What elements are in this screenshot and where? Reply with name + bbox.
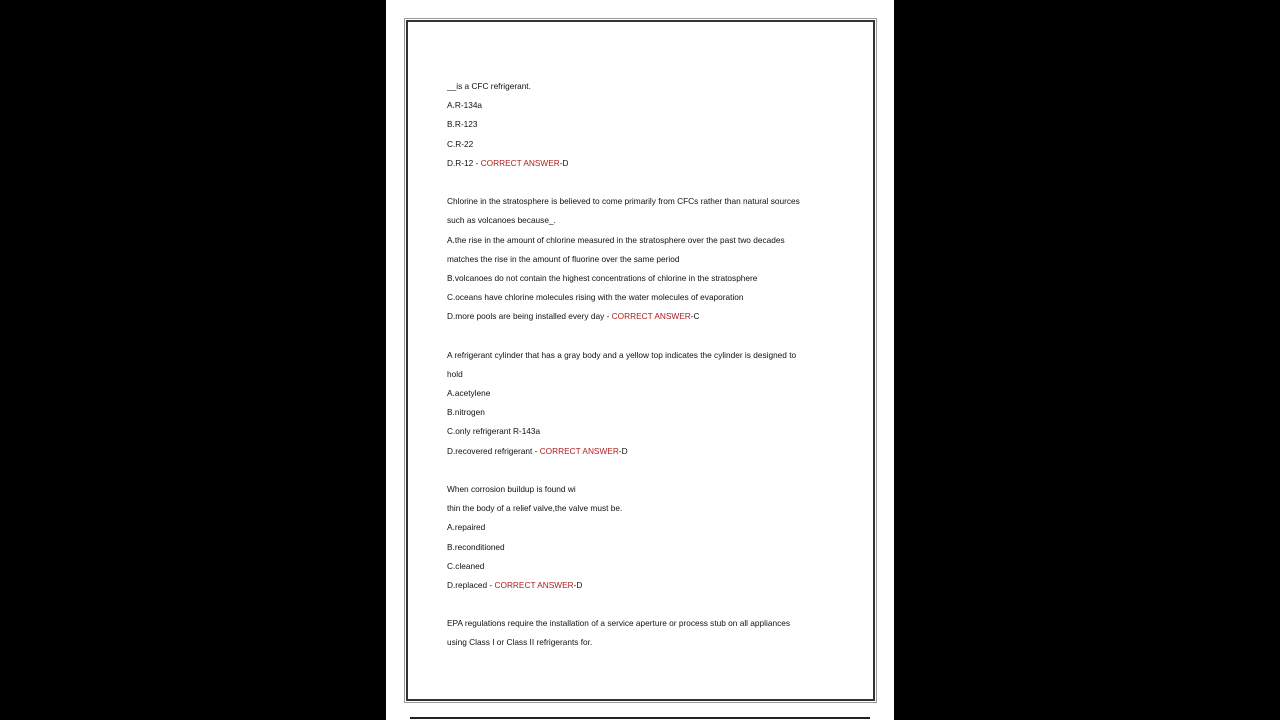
option-a: A.acetylene [447,388,491,398]
question-2 [447,192,827,326]
option-b: B.R-123 [447,119,478,130]
option-c: C.only refrigerant R-143a [447,426,541,437]
question-stem: thin the body of a relief valve,the valve must be. [447,503,623,514]
option-c: C.R-22 [447,138,474,149]
question-stem: using Class I or Class II refrigerants for. [447,637,593,648]
question-3 [447,346,827,461]
question-stem: __is a CFC refrigerant. [447,81,531,91]
option-d [447,576,827,595]
question-stem: Chlorine in the stratosphere is believed to come primarily from CFCs rather than natural sources [447,196,800,207]
question-5 [447,614,827,652]
correct-answer-label: CORRECT ANSWER [611,311,691,322]
option-a: A.repaired [447,522,486,533]
question-stem: EPA regulations require the installation of a service aperture or process stub on all appliances [447,618,790,629]
option-a-continued: matches the rise in the amount of fluorine over the same period [447,253,680,264]
option-d-text: D.more pools are being installed every day - [447,311,612,322]
option-d [447,307,827,326]
option-a: A.the rise in the amount of chlorine measured in the stratosphere over the past two decades [447,234,785,245]
next-page-edge [410,717,870,719]
option-d [447,442,827,461]
option-b: B.nitrogen [447,407,485,418]
question-stem: A refrigerant cylinder that has a gray body and a yellow top indicates the cylinder is designed to [447,349,797,360]
option-d [447,154,827,173]
correct-answer-label: CORRECT ANSWER [539,445,619,456]
option-a: A.R-134a [447,100,483,111]
option-b: B.reconditioned [447,541,505,552]
question-1 [447,77,827,173]
correct-answer-label: CORRECT ANSWER [480,157,560,168]
question-stem: such as volcanoes because_. [447,215,556,226]
question-list [447,77,827,653]
option-b: B.volcanoes do not contain the highest concentrations of chlorine in the stratosphere [447,272,758,283]
correct-answer-label: CORRECT ANSWER [494,579,574,590]
option-c: C.oceans have chlorine molecules rising with the water molecules of evaporation [447,292,744,303]
option-c: C.cleaned [447,560,485,571]
question-stem: hold [447,368,463,379]
question-4 [447,480,827,595]
option-d-text: D.recovered refrigerant - [447,445,540,456]
option-d-text: D.R-12 - [447,157,481,168]
answer-letter: -D [559,157,569,168]
answer-letter: -D [618,445,628,456]
option-d-text: D.replaced - [447,579,495,590]
answer-letter: -C [690,311,700,322]
answer-letter: -D [573,579,583,590]
question-stem: When corrosion buildup is found wi [447,483,576,494]
